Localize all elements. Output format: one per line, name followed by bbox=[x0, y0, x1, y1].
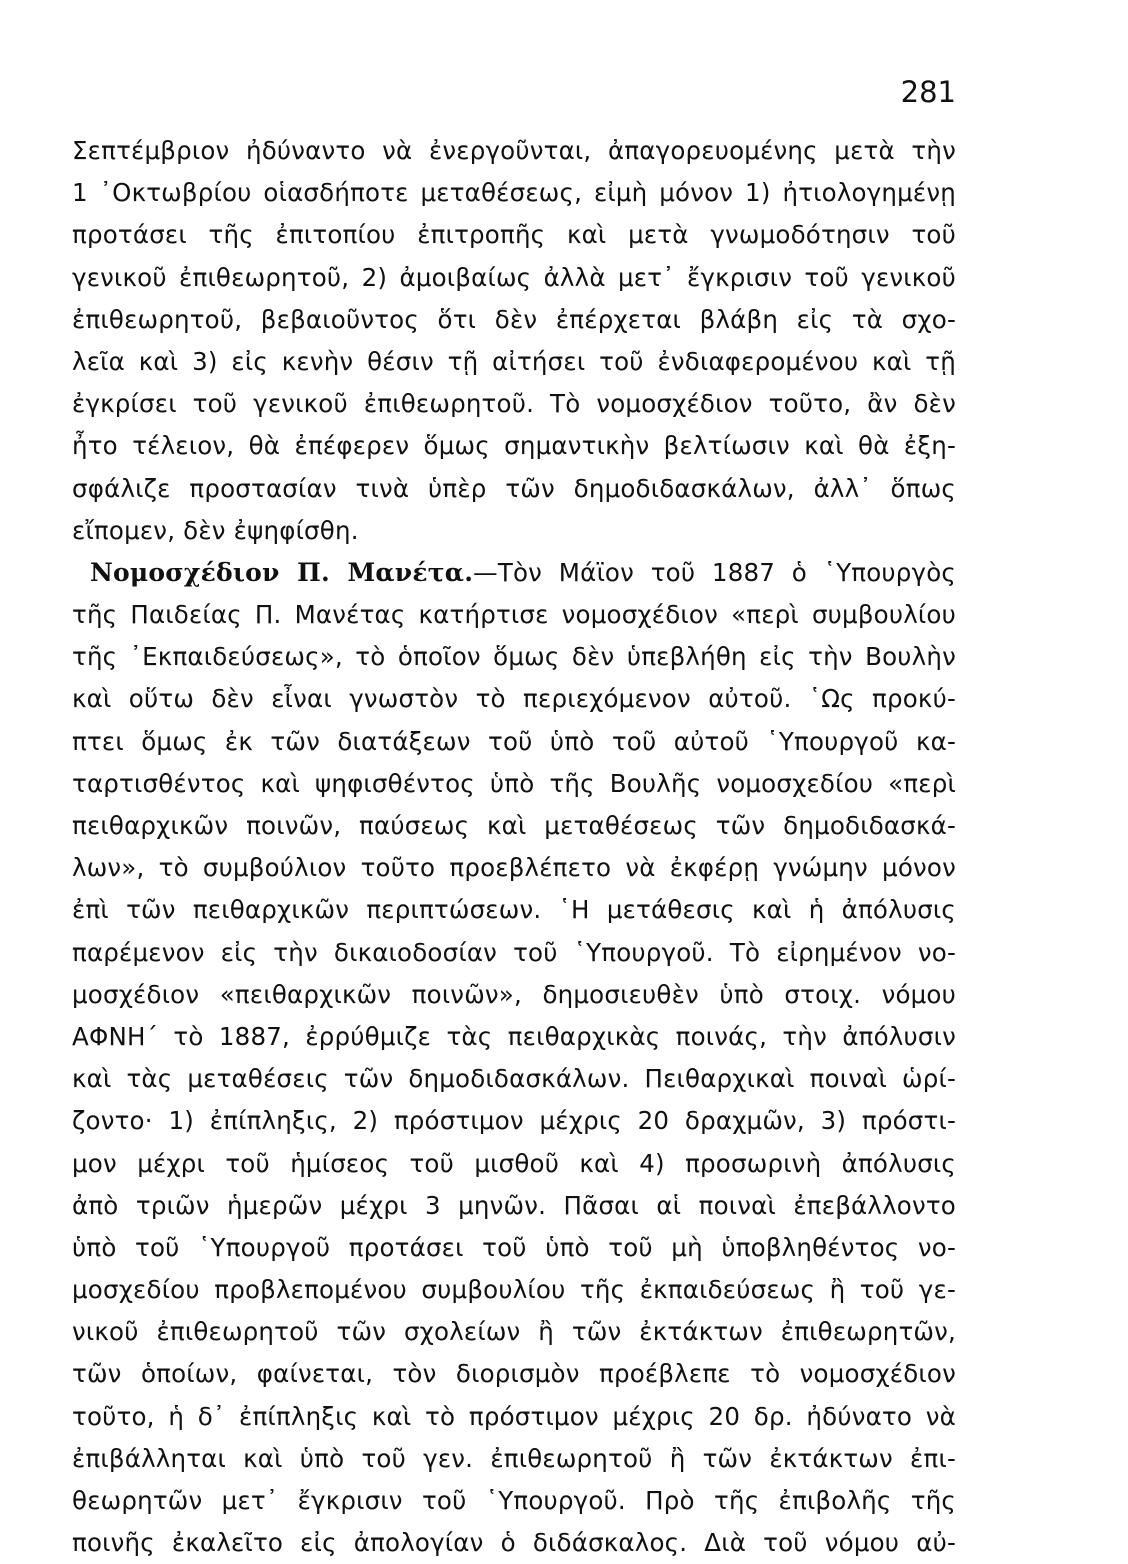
text-line: παρέμενον εἰς τὴν δικαιοδοσίαν τοῦ ῾Υπουργοῦ. Τὸ εἰρημένον νο- bbox=[72, 937, 956, 967]
text-line: μοσχεδίου προβλεπομένου συμβουλίου τῆς ἐκπαιδεύσεως ἢ τοῦ γε- bbox=[72, 1275, 956, 1305]
text-line: ζοντο· 1) ἐπίπληξις, 2) πρόστιμον μέχρις 20 δραχμῶν, 3) πρόστι- bbox=[72, 1106, 956, 1136]
text-line: 1 ᾿Οκτωβρίου οἱασδήποτε μεταθέσεως, εἰμὴ μόνον 1) ἠτιολογημένῃ bbox=[72, 178, 956, 208]
text-line: νικοῦ ἐπιθεωρητοῦ τῶν σχολείων ἢ τῶν ἐκτάκτων ἐπιθεωρητῶν, bbox=[72, 1317, 956, 1347]
body-text bbox=[72, 130, 956, 1564]
text-line: μοσχέδιον «πειθαρχικῶν ποινῶν», δημοσιευθὲν ὑπὸ στοιχ. νόμου bbox=[72, 979, 956, 1009]
text-line: λων», τὸ συμβούλιον τοῦτο προεβλέπετο νὰ ἐκφέρῃ γνώμην μόνον bbox=[72, 853, 956, 883]
text-line: ΑΦΝΗ΄ τὸ 1887, ἐρρύθμιζε τὰς πειθαρχικὰς ποινάς, τὴν ἀπόλυσιν bbox=[72, 1021, 956, 1051]
text-line: ἐπιβάλληται καὶ ὑπὸ τοῦ γεν. ἐπιθεωρητοῦ ἢ τῶν ἐκτάκτων ἐπι- bbox=[72, 1443, 956, 1473]
text-line: ἐγκρίσει τοῦ γενικοῦ ἐπιθεωρητοῦ. Τὸ νομοσχέδιον τοῦτο, ἂν δὲν bbox=[72, 389, 956, 419]
text-line: γενικοῦ ἐπιθεωρητοῦ, 2) ἀμοιβαίως ἀλλὰ μετ᾽ ἔγκρισιν τοῦ γενικοῦ bbox=[72, 262, 956, 292]
text-line: πτει ὅμως ἐκ τῶν διατάξεων τοῦ ὑπὸ τοῦ αὐτοῦ ῾Υπουργοῦ κα- bbox=[72, 726, 956, 756]
text-line: λεῖα καὶ 3) εἰς κενὴν θέσιν τῇ αἰτήσει τοῦ ἐνδιαφερομένου καὶ τῇ bbox=[72, 346, 956, 376]
text-line: ὑπὸ τοῦ ῾Υπουργοῦ προτάσει τοῦ ὑπὸ τοῦ μὴ ὑποβληθέντος νο- bbox=[72, 1232, 956, 1262]
text-line: ἦτο τέλειον, θὰ ἐπέφερεν ὅμως σημαντικὴν βελτίωσιν καὶ θὰ ἐξη- bbox=[72, 431, 956, 461]
text-line: προτάσει τῆς ἐπιτοπίου ἐπιτροπῆς καὶ μετὰ γνωμοδότησιν τοῦ bbox=[72, 220, 956, 250]
text-line: τῆς ᾿Εκπαιδεύσεως», τὸ ὁποῖον ὅμως δὲν ὑπεβλήθη εἰς τὴν Βουλὴν bbox=[72, 642, 956, 672]
text-line: μον μέχρι τοῦ ἡμίσεος τοῦ μισθοῦ καὶ 4) προσωρινὴ ἀπόλυσις bbox=[72, 1148, 956, 1178]
text-line: ἐπὶ τῶν πειθαρχικῶν περιπτώσεων. ῾Η μετάθεσις καὶ ἡ ἀπόλυσις bbox=[72, 895, 956, 925]
text-line: καὶ τὰς μεταθέσεις τῶν δημοδιδασκάλων. Πειθαρχικαὶ ποιναὶ ὡρί- bbox=[72, 1064, 956, 1094]
text-line: σφάλιζε προστασίαν τινὰ ὑπὲρ τῶν δημοδιδασκάλων, ἀλλ᾽ ὅπως bbox=[72, 473, 956, 503]
heading-line-text: —Τὸν Μάϊον τοῦ 1887 ὁ ῾Υπουργὸς bbox=[473, 557, 956, 587]
text-line: ἀπὸ τριῶν ἡμερῶν μέχρι 3 μηνῶν. Πᾶσαι αἱ ποιναὶ ἐπεβάλλοντο bbox=[72, 1190, 956, 1220]
page-number: 281 bbox=[900, 75, 956, 109]
text-line: καὶ οὕτω δὲν εἶναι γνωστὸν τὸ περιεχόμενον αὐτοῦ. ῾Ως προκύ- bbox=[72, 684, 956, 714]
text-line: ταρτισθέντος καὶ ψηφισθέντος ὑπὸ τῆς Βουλῆς νομοσχεδίου «περὶ bbox=[72, 768, 956, 798]
text-line: τοῦτο, ἡ δ᾽ ἐπίπληξις καὶ τὸ πρόστιμον μέχρις 20 δρ. ἠδύνατο νὰ bbox=[72, 1401, 956, 1431]
text-line: Σεπτέμβριον ἠδύναντο νὰ ἐνεργοῦνται, ἀπαγορευομένης μετὰ τὴν bbox=[72, 136, 956, 165]
section-heading-line bbox=[72, 552, 956, 594]
text-line: ἐπιθεωρητοῦ, βεβαιοῦντος ὅτι δὲν ἐπέρχεται βλάβη εἰς τὰ σχο- bbox=[72, 304, 956, 334]
text-line: πειθαρχικῶν ποινῶν, παύσεως καὶ μεταθέσεως τῶν δημοδιδασκά- bbox=[72, 811, 956, 840]
section-heading: Νομοσχέδιον Π. Μανέτα. bbox=[90, 557, 474, 587]
text-line: τῆς Παιδείας Π. Μανέτας κατήρτισε νομοσχέδιον «περὶ συμβουλίου bbox=[72, 600, 956, 630]
text-line: εἴπομεν, δὲν ἐψηφίσθη. bbox=[72, 515, 359, 545]
text-line: τῶν ὁποίων, φαίνεται, τὸν διορισμὸν προέβλεπε τὸ νομοσχέδιον bbox=[72, 1359, 956, 1389]
text-line: θεωρητῶν μετ᾽ ἔγκρισιν τοῦ ῾Υπουργοῦ. Πρὸ τῆς ἐπιβολῆς τῆς bbox=[72, 1486, 956, 1515]
text-line: ποινῆς ἐκαλεῖτο εἰς ἀπολογίαν ὁ διδάσκαλος. Διὰ τοῦ νόμου αὐ- bbox=[72, 1528, 956, 1558]
